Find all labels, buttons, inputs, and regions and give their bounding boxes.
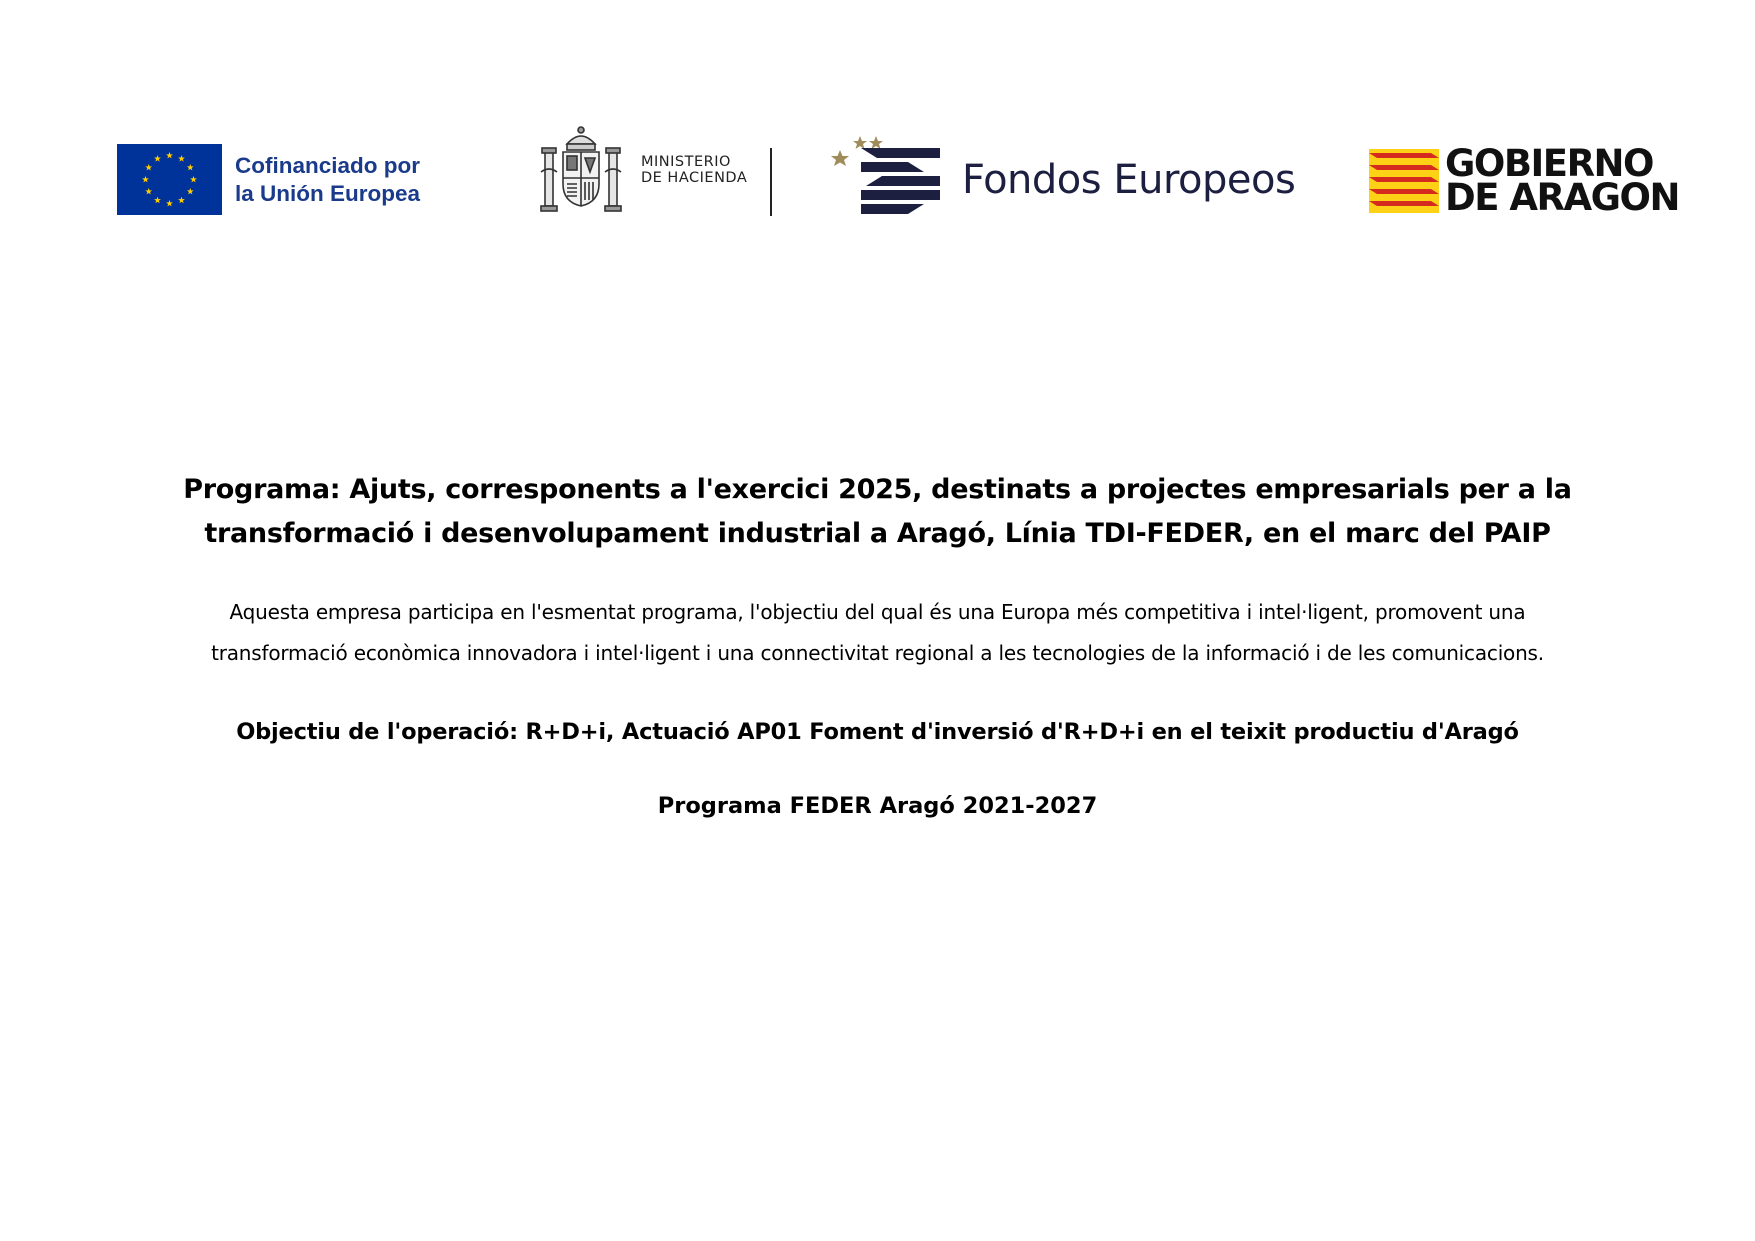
fondos-europeos-logo — [828, 134, 1295, 216]
gobierno-aragon-logo — [1369, 142, 1679, 219]
eu-logo-line2: la Unión Europea — [235, 180, 421, 206]
aragon-flag-icon — [1369, 149, 1439, 213]
eu-flag-icon — [117, 144, 222, 215]
operation-objective: Objectiu de l'operació: R+D+i, Actuació AP01 Foment d'inversió d'R+D+i en el teixit productiu d'Aragó — [236, 719, 1519, 745]
spain-coat-of-arms-icon — [537, 122, 625, 218]
ministerio-line2: DE HACIENDA — [641, 170, 748, 186]
aragon-line1: GOBIERNO — [1445, 142, 1653, 185]
document-body — [150, 468, 1605, 822]
program-title-line1: Programa: Ajuts, corresponents a l'exercici 2025, destinats a projectes empresarials per a la — [183, 474, 1572, 505]
description-line2: transformació econòmica innovadora i intel·ligent i una connectivitat regional a les tecnologies de la informació i de les comunicacions. — [211, 641, 1544, 665]
logo-bar — [0, 0, 1755, 260]
description-line1: Aquesta empresa participa en l'esmentat programa, l'objectiu del qual és una Europa més competitiva i intel·ligent, promovent una — [229, 600, 1526, 624]
fondos-europeos-mark-icon — [828, 134, 948, 216]
aragon-line2: DE ARAGON — [1445, 176, 1679, 219]
fondos-europeos-text: Fondos Europeos — [962, 157, 1296, 203]
ministerio-line1: MINISTERIO — [641, 154, 731, 170]
eu-logo-text — [235, 152, 420, 208]
program-title-line2: transformació i desenvolupament industrial a Aragó, Línia TDI-FEDER, en el marc del PAIP — [204, 518, 1551, 549]
program-name: Programa FEDER Aragó 2021-2027 — [657, 793, 1098, 819]
gobierno-aragon-text — [1445, 142, 1679, 219]
eu-logo-line1: Cofinanciado por — [235, 152, 420, 178]
program-description — [150, 592, 1605, 674]
ministerio-text — [641, 154, 747, 186]
logo-divider — [770, 148, 772, 216]
ministerio-hacienda-logo — [537, 122, 747, 218]
eu-cofinanced-logo — [117, 144, 420, 215]
program-title — [150, 468, 1605, 556]
